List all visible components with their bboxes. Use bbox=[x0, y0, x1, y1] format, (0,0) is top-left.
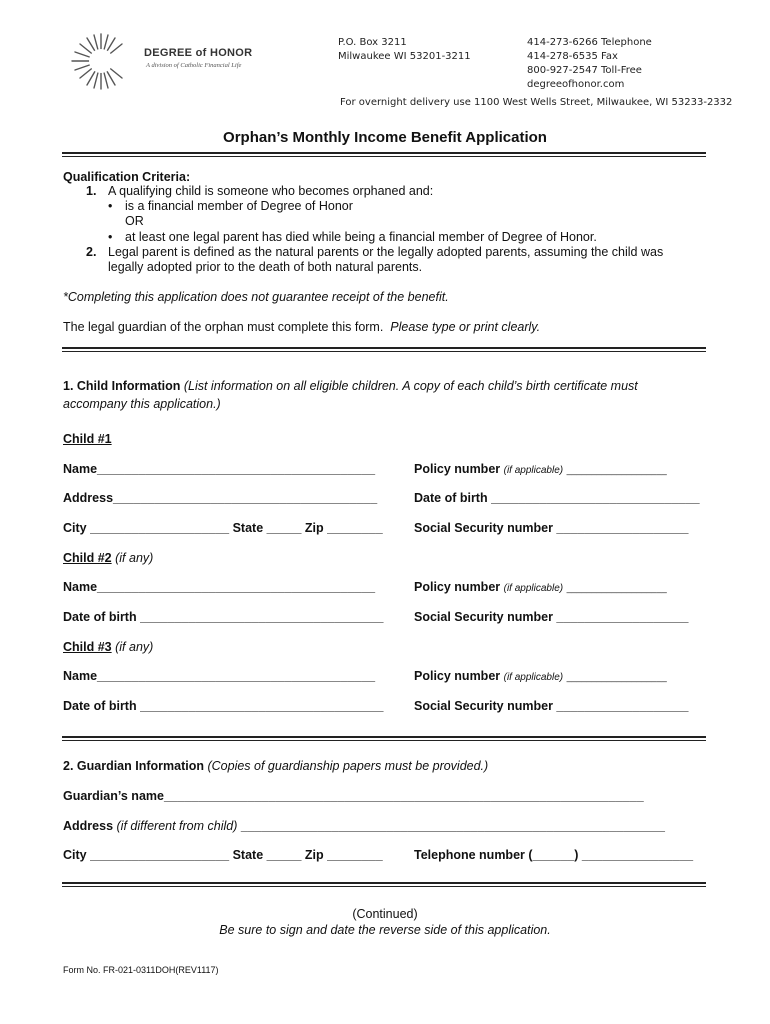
address-block bbox=[338, 36, 471, 64]
disclaimer: *Completing this application does not guarantee receipt of the benefit. bbox=[63, 290, 449, 304]
child2-ssn-field[interactable]: Social Security number ___________________ bbox=[414, 610, 689, 624]
tollfree: 800-927-2547 Toll-Free bbox=[527, 65, 642, 76]
section1-divider bbox=[62, 736, 706, 741]
section1-note-2: accompany this application.) bbox=[63, 397, 221, 411]
child3-label: Child #3 bbox=[63, 640, 112, 654]
criteria-or: OR bbox=[125, 214, 144, 228]
guardian-name-field[interactable]: Guardian’s name_____________________________________________________________________ bbox=[63, 789, 644, 803]
guardian-address-line: _____________________________________________________________ bbox=[240, 819, 665, 833]
child2-name-field[interactable]: Name________________________________________ bbox=[63, 580, 376, 594]
logo-name: DEGREE of HONOR bbox=[144, 47, 253, 59]
section2-note: (Copies of guardianship papers must be provided.) bbox=[207, 759, 489, 773]
criteria-num-1: 1. bbox=[86, 184, 97, 198]
child2-dob-field[interactable]: Date of birth ___________________________________ bbox=[63, 610, 384, 624]
child1-name-field[interactable]: Name________________________________________ bbox=[63, 462, 376, 476]
guardian-telephone-field[interactable]: Telephone number (______) ________________ bbox=[414, 848, 694, 862]
child3-if-any: (if any) bbox=[115, 640, 154, 654]
child3-heading bbox=[63, 640, 153, 654]
criteria-item-2a: Legal parent is defined as the natural parents or the legally adopted parents, assuming the child was bbox=[108, 245, 664, 259]
if-applicable: (if applicable) bbox=[503, 672, 564, 683]
logo-tagline: A division of Catholic Financial Life bbox=[146, 62, 242, 69]
sign-reminder: Be sure to sign and date the reverse side of this application. bbox=[219, 923, 551, 937]
criteria-item-2b: legally adopted prior to the death of both natural parents. bbox=[108, 260, 423, 274]
child1-heading: Child #1 bbox=[63, 432, 112, 446]
po-box: P.O. Box 3211 bbox=[338, 37, 407, 48]
criteria-heading: Qualification Criteria: bbox=[63, 170, 191, 184]
child3-name-field[interactable]: Name________________________________________ bbox=[63, 669, 376, 683]
section2-heading: 2. Guardian Information bbox=[63, 759, 204, 773]
child3-dob-field[interactable]: Date of birth ___________________________________ bbox=[63, 699, 384, 713]
fax: 414-278-6535 Fax bbox=[527, 51, 618, 62]
criteria-bullet-1: is a financial member of Degree of Honor bbox=[125, 199, 353, 213]
continued: (Continued) bbox=[352, 907, 418, 921]
if-applicable: (if applicable) bbox=[503, 583, 564, 594]
bullet-dot-1: • bbox=[108, 199, 113, 213]
policy-label: Policy number bbox=[414, 669, 501, 683]
guardian-address-note: (if different from child) bbox=[116, 819, 238, 833]
guardian-note-italic: Please type or print clearly. bbox=[390, 320, 541, 334]
child1-address-field[interactable]: Address______________________________________ bbox=[63, 491, 378, 505]
child2-policy-field[interactable] bbox=[414, 580, 667, 594]
policy-line: ____________________ bbox=[566, 465, 667, 475]
section2-divider bbox=[62, 882, 706, 887]
city-line: Milwaukee WI 53201-3211 bbox=[338, 51, 471, 62]
guardian-note-text: The legal guardian of the orphan must complete this form. bbox=[63, 320, 384, 334]
guardian-city-field[interactable]: City ____________________ State _____ Zip ________ bbox=[63, 848, 383, 862]
criteria-bullet-2: at least one legal parent has died while being a financial member of Degree of Honor. bbox=[125, 230, 597, 244]
if-applicable: (if applicable) bbox=[503, 465, 564, 476]
policy-label: Policy number bbox=[414, 580, 501, 594]
website[interactable]: degreeofhonor.com bbox=[527, 79, 625, 90]
criteria-num-2: 2. bbox=[86, 245, 97, 259]
policy-line: ____________________ bbox=[566, 583, 667, 593]
policy-line: ____________________ bbox=[566, 672, 667, 682]
child3-ssn-field[interactable]: Social Security number ___________________ bbox=[414, 699, 689, 713]
bullet-dot-2: • bbox=[108, 230, 113, 244]
phone: 414-273-6266 Telephone bbox=[527, 37, 652, 48]
child1-dob-field[interactable]: Date of birth ______________________________ bbox=[414, 491, 700, 505]
child1-policy-field[interactable] bbox=[414, 462, 667, 476]
section1-heading-line1 bbox=[63, 379, 638, 393]
section1-note-1: (List information on all eligible children. A copy of each child’s birth certificate must bbox=[183, 379, 638, 393]
child2-heading bbox=[63, 551, 153, 565]
guardian-address-field[interactable] bbox=[63, 819, 665, 833]
guardian-note bbox=[63, 320, 540, 334]
section1-heading: 1. Child Information bbox=[63, 379, 181, 393]
child2-if-any: (if any) bbox=[115, 551, 154, 565]
logo-burst-icon bbox=[66, 30, 136, 92]
criteria-divider bbox=[62, 347, 706, 352]
child1-ssn-field[interactable]: Social Security number ___________________ bbox=[414, 521, 689, 535]
form-number: Form No. FR-021-0311DOH(REV1117) bbox=[63, 965, 219, 975]
page-title: Orphan’s Monthly Income Benefit Application bbox=[223, 129, 547, 146]
logo bbox=[66, 30, 253, 92]
guardian-address-label: Address bbox=[63, 819, 114, 833]
child1-city-field[interactable]: City ____________________ State _____ Zip ________ bbox=[63, 521, 383, 535]
child3-policy-field[interactable] bbox=[414, 669, 667, 683]
contact-block bbox=[527, 36, 652, 92]
section2-heading-line bbox=[63, 759, 488, 773]
title-divider bbox=[62, 152, 706, 157]
child2-label: Child #2 bbox=[63, 551, 112, 565]
policy-label: Policy number bbox=[414, 462, 501, 476]
overnight-note: For overnight delivery use 1100 West Wells Street, Milwaukee, WI 53233-2332 bbox=[340, 97, 733, 108]
criteria-item-1: A qualifying child is someone who becomes orphaned and: bbox=[108, 184, 434, 198]
